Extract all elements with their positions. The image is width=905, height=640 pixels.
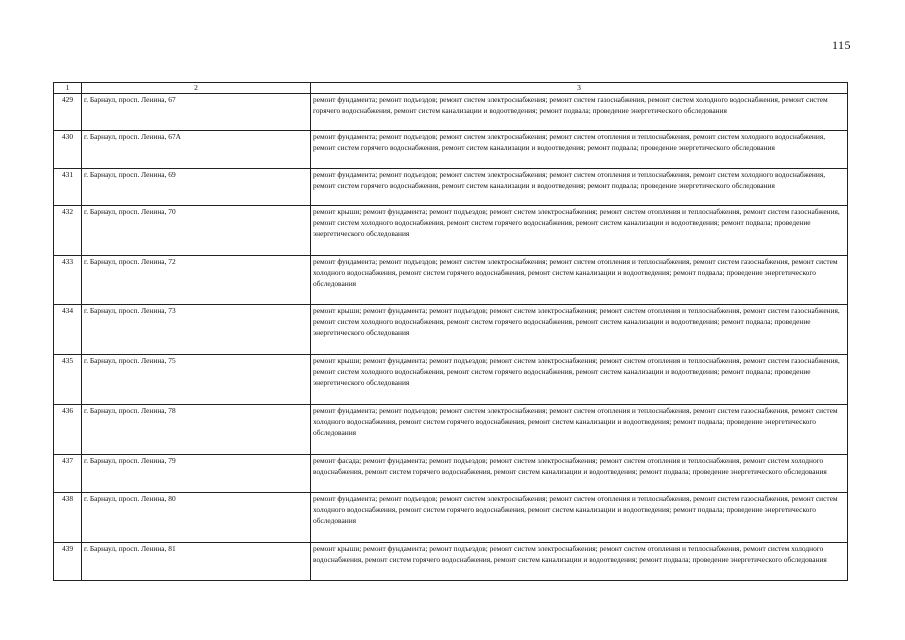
row-address: г. Барнаул, просп. Ленина, 80: [82, 493, 311, 543]
row-address: г. Барнаул, просп. Ленина, 72: [82, 256, 311, 305]
table-row: [54, 355, 848, 405]
row-address: г. Барнаул, просп. Ленина, 73: [82, 305, 311, 355]
row-works: ремонт фундамента; ремонт подъездов; ремонт систем электроснабжения; ремонт систем отопления и теплоснабжения, ремонт систем газоснабжения, ремонт систем холодного водоснабжения, ремонт систем горячего водоснабжения, ремонт систем канализации и водоотведения; ремонт подвала; проведение энергетического обследования: [311, 405, 848, 455]
row-address: г. Барнаул, просп. Ленина, 67: [82, 94, 311, 131]
row-number: 434: [54, 305, 82, 355]
table-row: [54, 131, 848, 169]
row-number: 436: [54, 405, 82, 455]
row-address: г. Барнаул, просп. Ленина, 81: [82, 543, 311, 581]
row-number: 431: [54, 169, 82, 206]
table-header-row: [54, 83, 848, 94]
table-row: [54, 305, 848, 355]
table-row: [54, 169, 848, 206]
row-number: 439: [54, 543, 82, 581]
header-col-1: 1: [54, 83, 82, 94]
header-col-2: 2: [82, 83, 311, 94]
table-row: [54, 405, 848, 455]
row-works: ремонт крыши; ремонт фундамента; ремонт подъездов; ремонт систем электроснабжения; ремонт систем отопления и теплоснабжения, ремонт систем газоснабжения, ремонт систем холодного водоснабжения, ремонт систем горячего водоснабжения, ремонт систем канализации и водоотведения; ремонт подвала; проведение энергетического обследования: [311, 355, 848, 405]
table-row: [54, 206, 848, 256]
row-number: 437: [54, 455, 82, 493]
row-address: г. Барнаул, просп. Ленина, 78: [82, 405, 311, 455]
row-works: ремонт фундамента; ремонт подъездов; ремонт систем электроснабжения; ремонт систем отопления и теплоснабжения, ремонт систем холодного водоснабжения, ремонт систем горячего водоснабжения, ремонт систем канализации и водоотведения; ремонт подвала; проведение энергетического обследования: [311, 169, 848, 206]
page-number: 115: [831, 38, 851, 52]
row-number: 429: [54, 94, 82, 131]
row-address: г. Барнаул, просп. Ленина, 79: [82, 455, 311, 493]
header-col-3: 3: [311, 83, 848, 94]
row-works: ремонт фундамента; ремонт подъездов; ремонт систем электроснабжения; ремонт систем отопления и теплоснабжения, ремонт систем холодного водоснабжения, ремонт систем горячего водоснабжения, ремонт систем канализации и водоотведения; ремонт подвала; проведение энергетического обследования: [311, 131, 848, 169]
row-address: г. Барнаул, просп. Ленина, 69: [82, 169, 311, 206]
repair-works-table: [53, 82, 848, 581]
table-row: [54, 455, 848, 493]
row-number: 430: [54, 131, 82, 169]
row-works: ремонт фундамента; ремонт подъездов; ремонт систем электроснабжения; ремонт систем отопления и теплоснабжения, ремонт систем газоснабжения, ремонт систем холодного водоснабжения, ремонт систем горячего водоснабжения, ремонт систем канализации и водоотведения; ремонт подвала; проведение энергетического обследования: [311, 493, 848, 543]
table-row: [54, 94, 848, 131]
row-number: 433: [54, 256, 82, 305]
row-works: ремонт фундамента; ремонт подъездов; ремонт систем электроснабжения; ремонт систем отопления и теплоснабжения, ремонт систем газоснабжения, ремонт систем холодного водоснабжения, ремонт систем горячего водоснабжения, ремонт систем канализации и водоотведения; ремонт подвала; проведение энергетического обследования: [311, 256, 848, 305]
row-number: 432: [54, 206, 82, 256]
row-works: ремонт крыши; ремонт фундамента; ремонт подъездов; ремонт систем электроснабжения; ремонт систем отопления и теплоснабжения, ремонт систем газоснабжения, ремонт систем холодного водоснабжения, ремонт систем горячего водоснабжения, ремонт систем канализации и водоотведения; ремонт подвала; проведение энергетического обследования: [311, 305, 848, 355]
row-works: ремонт фундамента; ремонт подъездов; ремонт систем электроснабжения; ремонт систем газоснабжения, ремонт систем холодного водоснабжения, ремонт систем горячего водоснабжения, ремонт систем канализации и водоотведения; ремонт подвала; проведение энергетического обследования: [311, 94, 848, 131]
row-works: ремонт крыши; ремонт фундамента; ремонт подъездов; ремонт систем электроснабжения; ремонт систем отопления и теплоснабжения, ремонт систем холодного водоснабжения, ремонт систем горячего водоснабжения, ремонт систем канализации и водоотведения; ремонт подвала; проведение энергетического обследования: [311, 543, 848, 581]
row-number: 435: [54, 355, 82, 405]
table-row: [54, 543, 848, 581]
row-address: г. Барнаул, просп. Ленина, 67А: [82, 131, 311, 169]
row-address: г. Барнаул, просп. Ленина, 75: [82, 355, 311, 405]
row-address: г. Барнаул, просп. Ленина, 70: [82, 206, 311, 256]
row-works: ремонт фасада; ремонт фундамента; ремонт подъездов; ремонт систем электроснабжения; ремонт систем отопления и теплоснабжения, ремонт систем холодного водоснабжения, ремонт систем горячего водоснабжения, ремонт систем канализации и водоотведения; ремонт подвала; проведение энергетического обследования: [311, 455, 848, 493]
table-row: [54, 256, 848, 305]
row-number: 438: [54, 493, 82, 543]
row-works: ремонт крыши; ремонт фундамента; ремонт подъездов; ремонт систем электроснабжения; ремонт систем отопления и теплоснабжения, ремонт систем газоснабжения, ремонт систем холодного водоснабжения, ремонт систем горячего водоснабжения, ремонт систем канализации и водоотведения; ремонт подвала; проведение энергетического обследования: [311, 206, 848, 256]
table-row: [54, 493, 848, 543]
